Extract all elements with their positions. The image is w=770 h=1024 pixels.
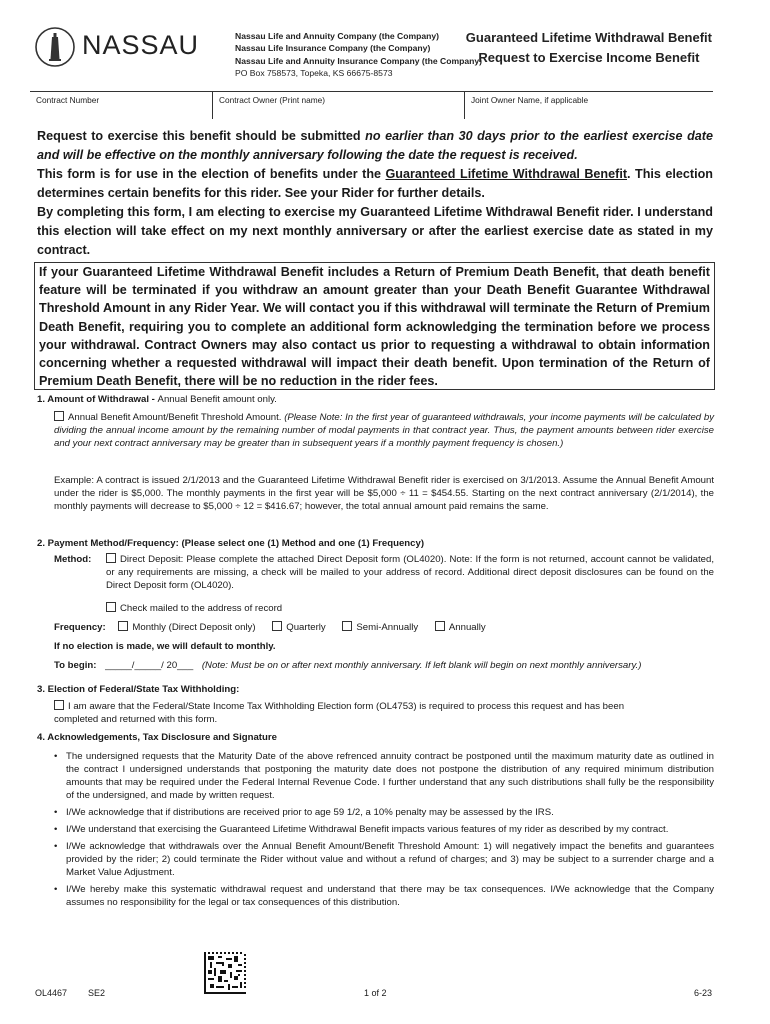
to-begin-date-field[interactable]: _____/_____/ 20___ xyxy=(105,660,194,671)
intro-p1-b: no earlier than 30 days prior to the earliest exercise date and will be effective on the monthly anniversary following the date the request is received. xyxy=(37,129,713,162)
joint-owner-field[interactable] xyxy=(465,92,713,119)
form-title-line1: Guaranteed Lifetime Withdrawal Benefit xyxy=(465,30,712,45)
intro-paragraph-2 xyxy=(37,165,713,203)
po-box: PO Box 758573, Topeka, KS 66675-8573 xyxy=(235,67,393,78)
footer-page-number: 1 of 2 xyxy=(364,988,387,998)
frequency-semiannually xyxy=(342,622,418,633)
company-line: Nassau Life Insurance Company (the Company) xyxy=(235,43,431,54)
form-title-line2: Request to Exercise Income Benefit xyxy=(478,50,700,65)
monthly-checkbox[interactable] xyxy=(118,621,128,631)
acknowledgement-item: • The undersigned requests that the Maturity Date of the above refrenced annuity contract be postponed until the maximum maturity date as outlined in the contract I undersigned understands that postponing the maturity date does not postpone the distribution of any required minimum distribution amounts that may be required under the Federal Internal Revenue Code. I further understand that any such distributions shall fully be the responsibility of the undersigned, and made by written request. xyxy=(54,750,714,802)
intro-p1-a: Request to exercise this benefit should be submitted xyxy=(37,129,366,143)
direct-deposit-checkbox[interactable] xyxy=(106,553,116,563)
acknowledgement-item: • I/We understand that exercising the Guaranteed Lifetime Withdrawal Benefit impacts various features of my rider as described by my contract. xyxy=(54,823,714,836)
frequency-quarterly xyxy=(272,622,325,633)
annually-checkbox[interactable] xyxy=(435,621,445,631)
annual-benefit-note: (Please Note: In the first year of guaranteed withdrawals, your income payments will be calculated by dividing the annual income amount by the remaining number of modal payments in that contract year. Thus, the payment amounts between rider exercise and your next contract anniversary may be greater than in subsequent years if a monthly payment frequency is chosen.) xyxy=(54,412,715,449)
check-mailed-option xyxy=(106,602,282,615)
check-mailed-checkbox[interactable] xyxy=(106,602,116,612)
annual-benefit-label: Annual Benefit Amount/Benefit Threshold Amount. xyxy=(68,412,282,423)
intro-p2-b: . This election determines certain benefits for this rider. See your Rider for further details. xyxy=(37,167,713,200)
intro-paragraph-3: By completing this form, I am electing to exercise my Guaranteed Lifetime Withdrawal Benefit rider. I understand this election will take effect on my next monthly anniversary or after the earliest exercise date as stated in my contract. xyxy=(37,205,713,257)
death-benefit-warning-box: If your Guaranteed Lifetime Withdrawal Benefit includes a Return of Premium Death Benefit, that death benefit feature will be terminated if you withdraw an amount greater than your Death Benefit Guarantee Withdrawal Threshold Amount in any Rider Year. We will contact you if this withdrawal will terminate the Return of Premium Death Benefit, requiring you to complete an additional form acknowledging the termination before we process your withdrawal. Contract Owners may also contact us prior to requesting a withdrawal to obtain information concerning whether a requested withdrawal will impact their death benefit. Upon termination of the Return of Premium Death Benefit, there will be no reduction in the rider fees. xyxy=(34,262,715,390)
tax-withholding-checkbox[interactable] xyxy=(54,700,64,710)
section-1-heading-rest: Annual Benefit amount only. xyxy=(157,394,277,405)
footer-version: 6-23 xyxy=(694,988,713,998)
company-line: Nassau Life and Annuity Insurance Company (the Company) xyxy=(235,55,483,66)
direct-deposit-option xyxy=(106,553,714,592)
section-1-heading: 1. Amount of Withdrawal - xyxy=(37,394,158,405)
to-begin-label: To begin: xyxy=(54,660,97,671)
frequency-annually xyxy=(435,622,486,633)
acknowledgement-list xyxy=(54,750,714,909)
company-line: Nassau Life and Annuity Company (the Company) xyxy=(235,31,440,41)
intro-text xyxy=(37,127,713,260)
footer-state-code: SE2 xyxy=(88,988,106,998)
section-4-bullets xyxy=(54,750,714,913)
form-title xyxy=(466,28,712,68)
footer-form-code: OL4467 xyxy=(35,988,68,998)
intro-p2-a: This form is for use in the election of benefits under the xyxy=(37,167,386,181)
datamatrix-barcode xyxy=(204,952,246,994)
section-4-heading: 4. Acknowledgements, Tax Disclosure and Signature xyxy=(37,732,277,743)
annually-label: Annually xyxy=(448,622,486,633)
monthly-label: Monthly (Direct Deposit only) xyxy=(132,622,256,633)
quarterly-checkbox[interactable] xyxy=(272,621,282,631)
section-2-heading: 2. Payment Method/Frequency: (Please select one (1) Method and one (1) Frequency) xyxy=(37,538,425,549)
logo-wordmark: NASSAU xyxy=(82,30,200,60)
contract-number-field[interactable] xyxy=(30,92,213,119)
to-begin-note: (Note: Must be on or after next monthly anniversary. If left blank will begin on next monthly anniversary.) xyxy=(201,660,642,671)
acknowledgement-item: • I/We acknowledge that withdrawals over the Annual Benefit Amount/Benefit Threshold Amount: 1) will negatively impact the benefits and guarantees provided by the rider; 2) could terminate the Rider without value and without a refund of charges; and 3) may be subject to a surrender charge and a Market Value Adjustment. xyxy=(54,840,714,879)
semiannually-label: Semi-Annually xyxy=(356,622,419,633)
default-note: If no election is made, we will default to monthly. xyxy=(54,641,276,652)
intro-p2-underlined: Guaranteed Lifetime Withdrawal Benefit xyxy=(385,167,628,181)
annual-benefit-checkbox[interactable] xyxy=(54,411,64,421)
section-3-option xyxy=(54,700,668,726)
method-label: Method: xyxy=(54,554,92,565)
quarterly-label: Quarterly xyxy=(286,622,326,633)
direct-deposit-text: Direct Deposit: Please complete the attached Direct Deposit form (OL4020). Note: If the form is not returned, account cannot be validated, or any requirements are missing, a check will be mailed to your address of record. Additional direct deposit disclosures can be found on the Direct Deposit form (OL4020). xyxy=(106,554,714,591)
nassau-logo xyxy=(34,24,199,70)
intro-paragraph-1 xyxy=(37,127,713,165)
frequency-label: Frequency: xyxy=(54,622,106,633)
check-mailed-text: Check mailed to the address of record xyxy=(120,603,283,614)
lighthouse-icon xyxy=(34,26,76,68)
frequency-monthly xyxy=(118,622,255,633)
section-1-option xyxy=(54,411,714,450)
contract-owner-label: Contract Owner (Print name) xyxy=(219,95,326,105)
section-1 xyxy=(37,393,713,406)
frequency-row xyxy=(54,621,486,634)
section-3-heading: 3. Election of Federal/State Tax Withholding: xyxy=(37,684,240,695)
section-1-example: Example: A contract is issued 2/1/2013 and the Guaranteed Lifetime Withdrawal Benefit rider is exercised on 3/1/2013. Assume the Annual Benefit Amount under the rider is $5,000. The monthly payments in the first year will be $5,000 ÷ 11 = $454.55. Starting on the next contract anniversary (2/1/2014), the monthly payments will decrease to $5,000 ÷ 12 = $416.67; however, the total annual amount paid remains the same. xyxy=(54,475,714,512)
company-info xyxy=(235,30,482,79)
contract-fields-row xyxy=(30,91,713,119)
acknowledgement-item: • I/We acknowledge that if distributions are received prior to age 59 1/2, a 10% penalty may be assessed by the IRS. xyxy=(54,806,714,819)
contract-number-label: Contract Number xyxy=(36,95,100,105)
to-begin-row xyxy=(54,659,641,672)
joint-owner-label: Joint Owner Name, if applicable xyxy=(471,95,589,105)
acknowledgement-item: • I/We hereby make this systematic withdrawal request and understand that there may be tax consequences. I/We acknowledge that the Company assumes no responsibility for the legal or tax consequences of this distribution. xyxy=(54,883,714,909)
contract-owner-field[interactable] xyxy=(213,92,465,119)
tax-withholding-text: I am aware that the Federal/State Income Tax Withholding Election form (OL4753) is required to process this request and has been completed and returned with this form. xyxy=(54,701,625,725)
semiannually-checkbox[interactable] xyxy=(342,621,352,631)
